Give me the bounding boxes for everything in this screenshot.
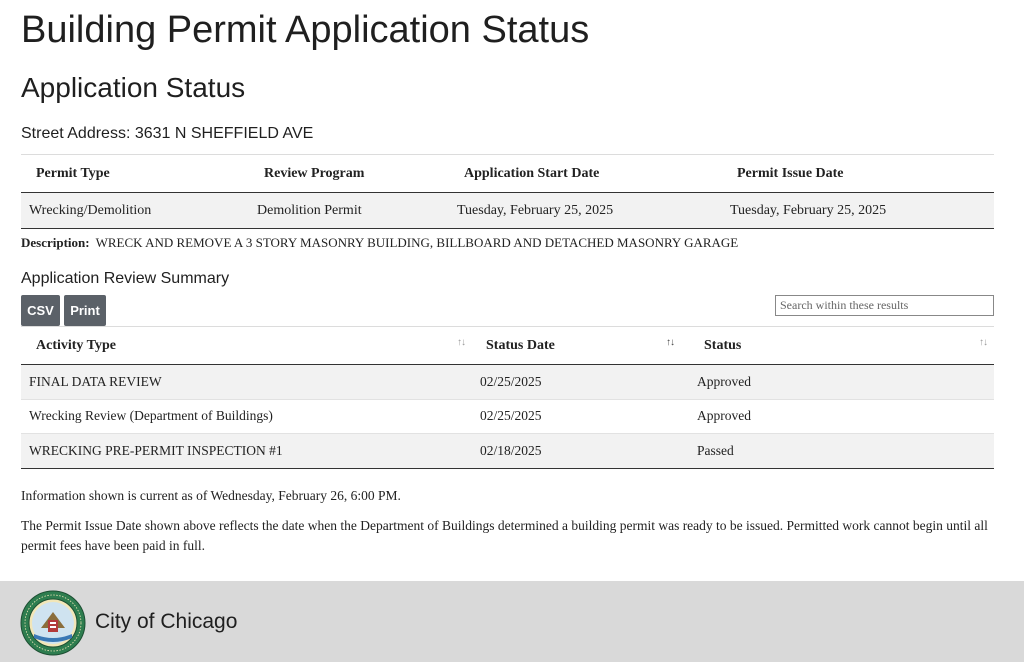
cell-permit-type: Wrecking/Demolition <box>21 193 250 229</box>
table-row <box>21 434 994 469</box>
address-label: Street Address: <box>21 125 131 142</box>
search-input[interactable] <box>775 295 994 316</box>
cell-status: Approved <box>688 399 994 434</box>
cell-review-program: Demolition Permit <box>250 193 450 229</box>
header-status-date[interactable] <box>471 327 688 365</box>
header-activity-type-label: Activity Type <box>36 337 116 353</box>
city-seal-icon[interactable] <box>20 590 86 656</box>
header-permit-issue-date: Permit Issue Date <box>722 155 994 193</box>
cell-status-date: 02/18/2025 <box>471 434 688 469</box>
cell-status: Approved <box>688 365 994 400</box>
cell-activity-type: FINAL DATA REVIEW <box>21 365 471 400</box>
review-summary-title: Application Review Summary <box>21 270 230 287</box>
header-status-date-label: Status Date <box>486 337 555 353</box>
section-title: Application Status <box>21 72 246 103</box>
address-value: 3631 N SHEFFIELD AVE <box>134 125 314 142</box>
csv-button[interactable]: CSV <box>21 295 60 326</box>
header-status-label: Status <box>704 337 742 353</box>
header-activity-type[interactable] <box>21 327 471 365</box>
table-row <box>21 365 994 400</box>
header-review-program: Review Program <box>250 155 450 193</box>
print-button[interactable]: Print <box>64 295 106 326</box>
review-header-row <box>21 327 994 365</box>
permit-header-row <box>21 155 994 193</box>
info-current-as-of: Information shown is current as of Wednesday, February 26, 6:00 PM. <box>21 488 401 503</box>
info-issue-note: The Permit Issue Date shown above reflects the date when the Department of Buildings determined a building permit was ready to be issued. Permitted work cannot begin until all permit fees have been paid in full. <box>21 518 988 553</box>
page-title: Building Permit Application Status <box>21 9 590 51</box>
cell-permit-issue-date: Tuesday, February 25, 2025 <box>722 193 994 229</box>
table-row <box>21 399 994 434</box>
header-status[interactable] <box>688 327 994 365</box>
site-footer <box>0 581 1024 662</box>
cell-status-date: 02/25/2025 <box>471 399 688 434</box>
cell-status-date: 02/25/2025 <box>471 365 688 400</box>
footer-org-name[interactable]: City of Chicago <box>95 610 238 633</box>
review-table <box>21 326 994 469</box>
description <box>21 235 738 251</box>
permit-table <box>21 154 994 229</box>
cell-activity-type: Wrecking Review (Department of Buildings) <box>21 399 471 434</box>
header-application-start-date: Application Start Date <box>450 155 722 193</box>
permit-row <box>21 193 994 229</box>
header-permit-type: Permit Type <box>21 155 250 193</box>
street-address <box>21 125 313 143</box>
description-value: WRECK AND REMOVE A 3 STORY MASONRY BUILDING, BILLBOARD AND DETACHED MASONRY GARAGE <box>95 235 739 250</box>
sort-arrows-icon[interactable]: ↑↓ <box>457 337 465 348</box>
sort-arrows-icon[interactable]: ↑↓ <box>979 337 987 348</box>
cell-activity-type: WRECKING PRE-PERMIT INSPECTION #1 <box>21 434 471 469</box>
sort-arrows-icon[interactable]: ↑↓ <box>666 337 674 348</box>
cell-status: Passed <box>688 434 994 469</box>
cell-application-start-date: Tuesday, February 25, 2025 <box>450 193 722 229</box>
description-label: Description: <box>21 235 90 250</box>
